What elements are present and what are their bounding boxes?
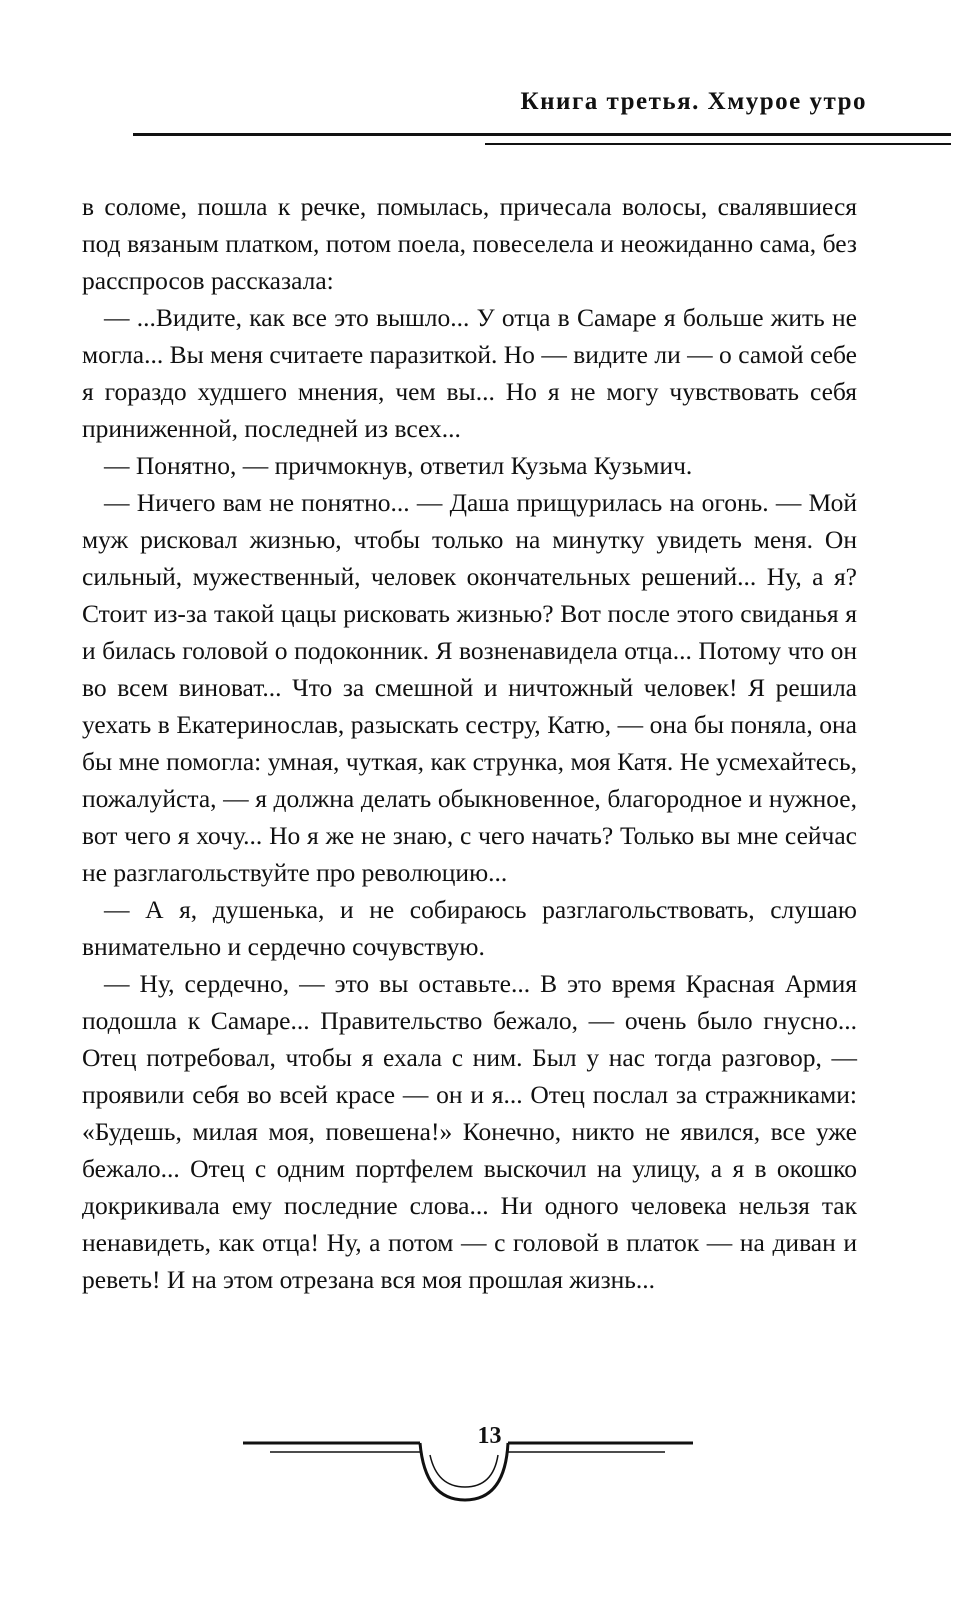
body-text	[82, 188, 857, 1298]
header-rule-thick	[133, 133, 951, 136]
paragraph-5: — А я, душенька, и не собираюсь разглагольствовать, слушаю внимательно и сердечно сочувствую.	[82, 895, 857, 961]
page-number: 13	[477, 1423, 502, 1449]
paragraph-1: в соломе, пошла к речке, помылась, причесала волосы, свалявшиеся под вязаным платком, потом поела, повеселела и неожиданно сама, без расспросов рассказала:	[82, 192, 857, 295]
header-rule-thin	[485, 143, 951, 145]
paragraph-4: — Ничего вам не понятно... — Даша прищурилась на огонь. — Мой муж рисковал жизнью, чтобы только на минутку увидеть меня. Он сильный, мужественный, человек окончательных решений... Ну, а я? Стоит из-за такой цацы рисковать жизнью? Вот после этого свиданья я и билась головой о подоконник. Я возненавидела отца... Потому что он во всем виноват... Что за смешной и ничтожный человек! Я решила уехать в Екатеринослав, разыскать сестру, Катю, — она бы поняла, она бы мне помогла: умная, чуткая, как струнка, моя Катя. Не усмехайтесь, пожалуйста, — я должна делать обыкновенное, благородное и нужное, вот чего я хочу... Но я же не знаю, с чего начать? Только вы мне сейчас не разглагольствуйте про революцию...	[82, 488, 857, 887]
paragraph-3: — Понятно, — причмокнув, ответил Кузьма Кузьмич.	[104, 451, 693, 480]
paragraph-6: — Ну, сердечно, — это вы оставьте... В это время Красная Армия подошла к Самаре... Правительство бежало, — очень было гнусно... Отец потребовал, чтобы я ехала с ним. Был у нас тогда разговор, — проявили себя во всей красе — он и я... Отец послал за стражниками: «Будешь, милая моя, повешена!» Конечно, никто не явился, все уже бежало... Отец с одним портфелем выскочил на улицу, а я в окошко докрикивала ему последние слова... Ни одного человека нельзя так ненавидеть, как отца! Ну, а потом — с головой в платок — на диван и реветь! И на этом отрезана вся моя прошлая жизнь...	[82, 969, 857, 1294]
paragraph-2: — ...Видите, как все это вышло... У отца в Самаре я больше жить не могла... Вы меня считаете паразиткой. Но — видите ли — о самой себе я гораздо худшего мнения, чем вы... Но я не могу чувствовать себя приниженной, последней из всех...	[82, 303, 857, 443]
running-title: Книга третья. Хмурое утро	[520, 88, 867, 115]
